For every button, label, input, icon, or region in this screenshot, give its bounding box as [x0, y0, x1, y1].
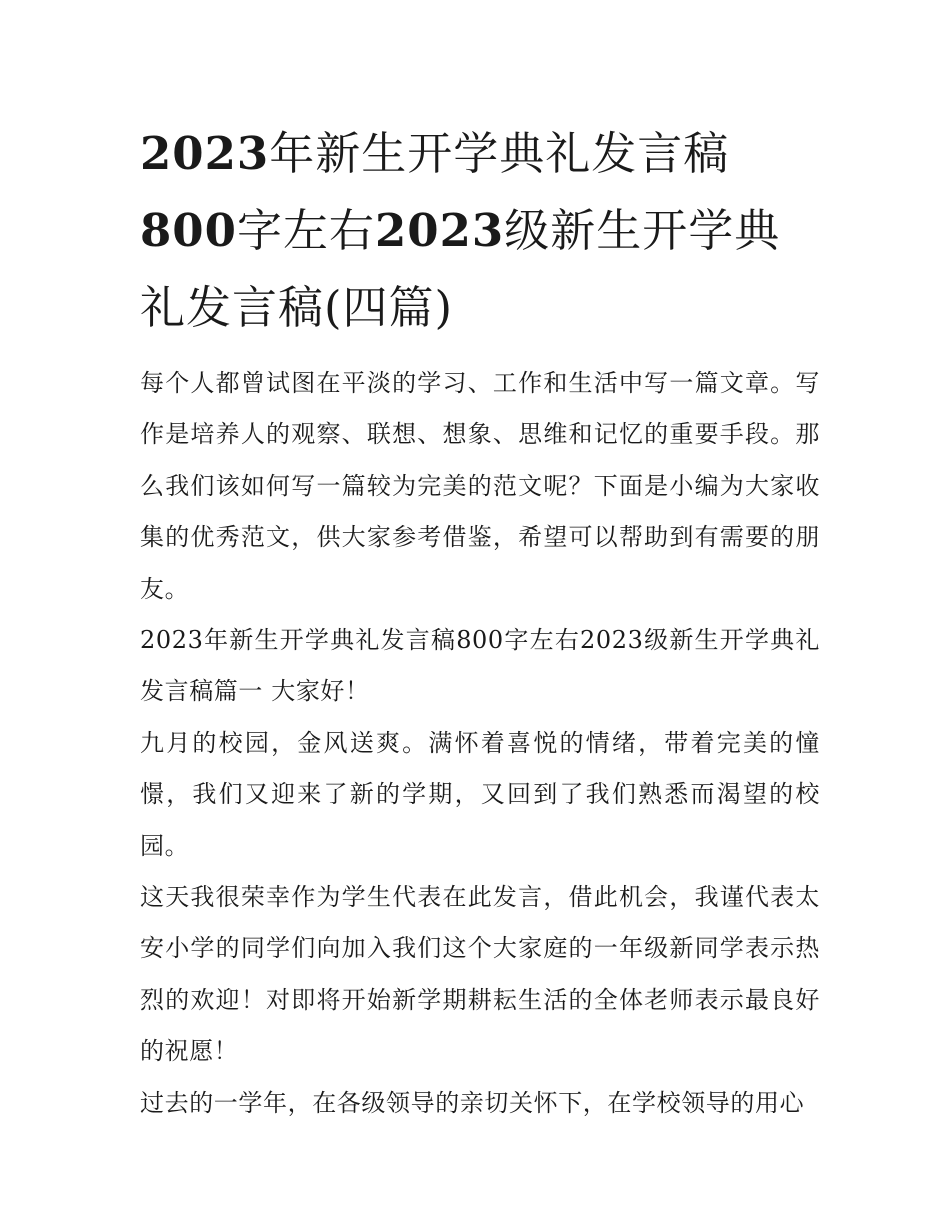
- title-text-1: 年新生开学典礼发言稿: [269, 127, 730, 180]
- title-word-count: 800: [140, 204, 237, 257]
- document-title: [140, 115, 820, 346]
- paragraph-heading-1: 2023年新生开学典礼发言稿800字左右2023级新生开学典礼发言稿篇一 大家好！: [140, 626, 820, 706]
- title-text-2: 字左右: [236, 204, 375, 257]
- title-year-2: 2023: [374, 204, 505, 257]
- document-page: [140, 115, 820, 1129]
- title-text-3: 级新生开学典礼发言稿(四篇): [140, 204, 781, 334]
- paragraph-4: 过去的一学年，在各级领导的亲切关怀下，在学校领导的用心: [140, 1088, 805, 1117]
- title-year: 2023: [140, 127, 270, 180]
- paragraph-intro: 每个人都曾试图在平淡的学习、工作和生活中写一篇文章。写作是培养人的观察、联想、想象、思维和记忆的重要手段。那么我们该如何写一篇较为完美的范文呢？下面是小编为大家收集的优秀范文，供大家参考借鉴，希望可以帮助到有需要的朋友。: [140, 369, 820, 603]
- paragraph-2: 九月的校园，金风送爽。满怀着喜悦的情绪，带着完美的憧憬，我们又迎来了新的学期，又回到了我们熟悉而渴望的校园。: [140, 728, 820, 860]
- paragraph-3: 这天我很荣幸作为学生代表在此发言，借此机会，我谨代表太安小学的同学们向加入我们这个大家庭的一年级新同学表示热烈的欢迎！对即将开始新学期耕耘生活的全体老师表示最良好的祝愿！: [140, 883, 820, 1066]
